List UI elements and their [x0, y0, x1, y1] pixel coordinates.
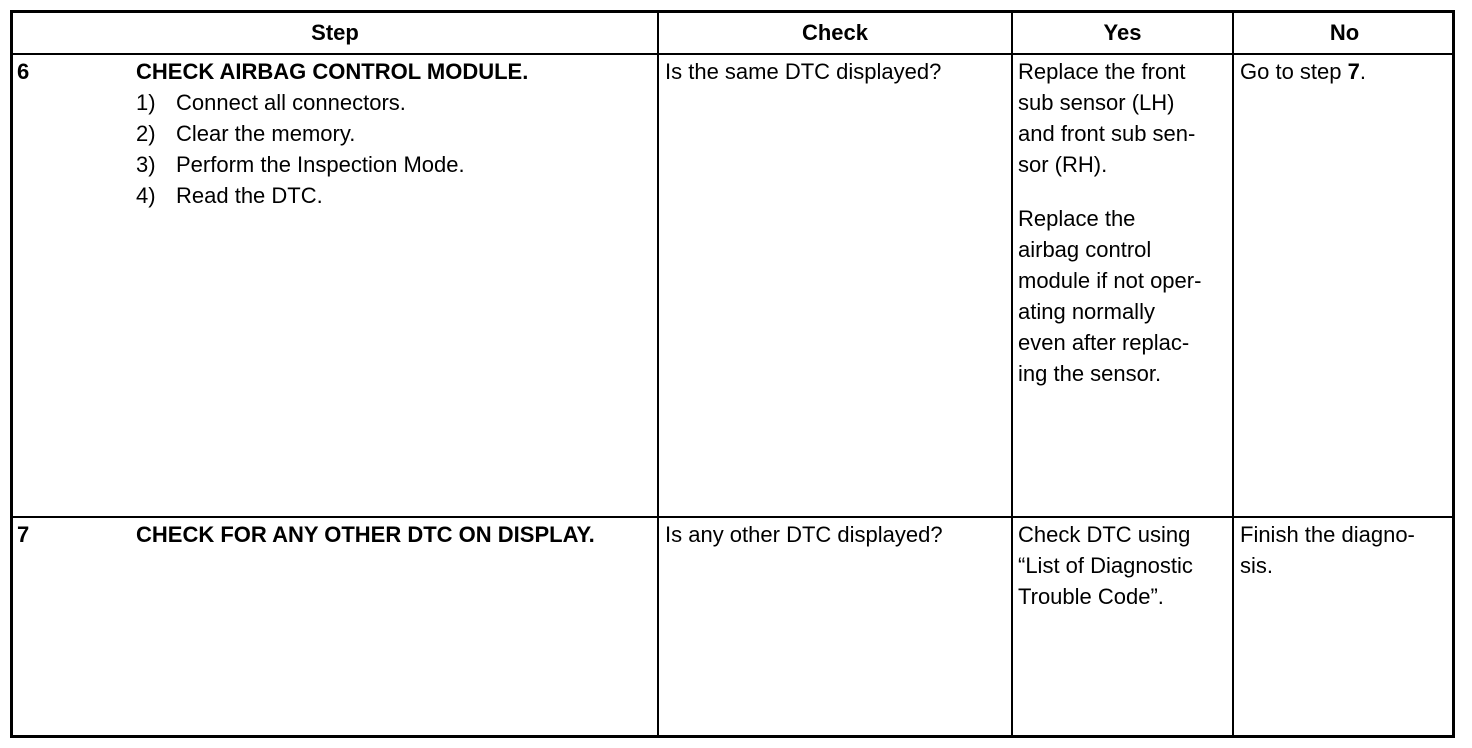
yes-line: ing the sensor. [1018, 361, 1162, 386]
substep [136, 180, 528, 211]
yes-line: sor (RH). [1018, 152, 1108, 177]
substep-text: Connect all connectors. [176, 90, 406, 115]
yes-line: Replace the front [1018, 59, 1186, 84]
no-text: Go to step [1240, 59, 1348, 84]
step-title: CHECK FOR ANY OTHER DTC ON DISPLAY. [136, 522, 595, 547]
yes-line: even after replac- [1018, 330, 1190, 355]
no-line: Finish the diagno- [1240, 522, 1415, 547]
yes-line: module if not oper- [1018, 268, 1202, 293]
yes-line: ating normally [1018, 299, 1155, 324]
step-6-content [136, 56, 528, 211]
check-question: Is the same DTC displayed? [665, 59, 942, 84]
substep-number: 4) [136, 183, 156, 208]
no-line: sis. [1240, 553, 1273, 578]
check-question: Is any other DTC displayed? [665, 522, 943, 547]
yes-line: Replace the [1018, 206, 1136, 231]
substep [136, 118, 528, 149]
step-reference: 7 [1347, 59, 1360, 84]
substep-number: 1) [136, 90, 156, 115]
substep-text: Clear the memory. [176, 121, 356, 146]
yes-line: Trouble Code”. [1018, 584, 1164, 609]
header-yes: Yes [1103, 20, 1142, 45]
substep [136, 149, 528, 180]
no-action [1240, 56, 1366, 87]
column-divider [1232, 13, 1234, 735]
yes-line: Check DTC using [1018, 522, 1191, 547]
yes-line: “List of Diagnostic [1018, 553, 1193, 578]
step-title: CHECK AIRBAG CONTROL MODULE. [136, 59, 529, 84]
column-divider [1011, 13, 1013, 735]
no-action [1240, 519, 1452, 581]
yes-action [1018, 56, 1230, 389]
header-check: Check [801, 20, 869, 45]
header-no: No [1329, 20, 1360, 45]
substep-text: Perform the Inspection Mode. [176, 152, 465, 177]
step-number: 6 [17, 59, 30, 84]
column-divider [657, 13, 659, 735]
substep-number: 2) [136, 121, 156, 146]
yes-action [1018, 519, 1230, 612]
yes-line: and front sub sen- [1018, 121, 1196, 146]
row-divider [13, 53, 1452, 55]
substep-text: Read the DTC. [176, 183, 323, 208]
yes-line: airbag control [1018, 237, 1152, 262]
yes-line: sub sensor (LH) [1018, 90, 1175, 115]
substep [136, 87, 528, 118]
row-divider [13, 516, 1452, 518]
substep-number: 3) [136, 152, 156, 177]
step-number: 7 [17, 522, 30, 547]
no-text: . [1359, 59, 1366, 84]
header-step: Step [311, 20, 359, 45]
diagnostic-table [10, 10, 1455, 738]
